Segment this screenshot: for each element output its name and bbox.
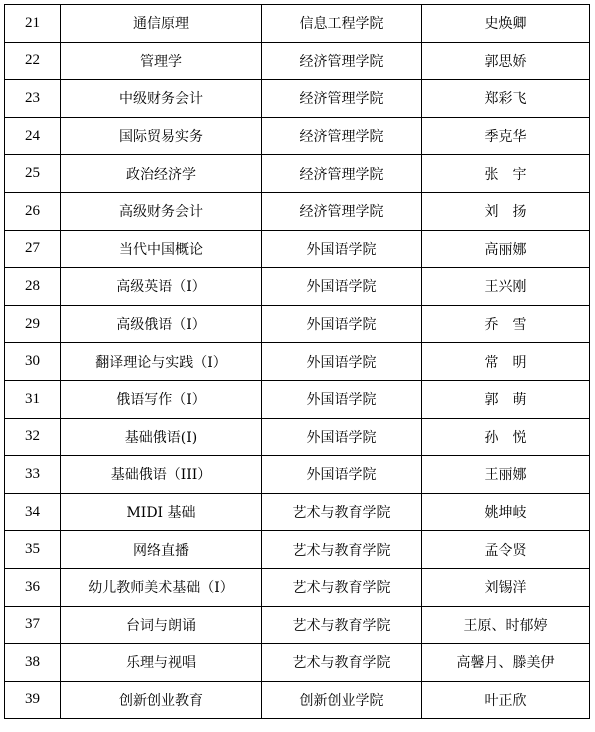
row-number: 29 [5,305,61,343]
teacher-name: 常 明 [422,343,590,381]
course-name: 翻译理论与实践（Ⅰ） [61,343,262,381]
course-name: 通信原理 [61,5,262,43]
college-name: 经济管理学院 [262,117,422,155]
college-name: 艺术与教育学院 [262,644,422,682]
college-name: 外国语学院 [262,380,422,418]
teacher-name: 史焕卿 [422,5,590,43]
course-name: 高级英语（I） [61,268,262,306]
college-name: 经济管理学院 [262,192,422,230]
table-row [5,681,590,719]
table-row [5,117,590,155]
teacher-name: 王兴刚 [422,268,590,306]
course-name: 国际贸易实务 [61,117,262,155]
college-name: 创新创业学院 [262,681,422,719]
row-number: 21 [5,5,61,43]
table-row [5,456,590,494]
course-name: MIDI 基础 [61,493,262,531]
table-row [5,230,590,268]
college-name: 艺术与教育学院 [262,493,422,531]
row-number: 32 [5,418,61,456]
row-number: 30 [5,343,61,381]
row-number: 36 [5,568,61,606]
teacher-name: 孟令贤 [422,531,590,569]
teacher-name: 张 宇 [422,155,590,193]
college-name: 艺术与教育学院 [262,606,422,644]
college-name: 外国语学院 [262,343,422,381]
college-name: 外国语学院 [262,268,422,306]
course-name: 基础俄语(I) [61,418,262,456]
table-row [5,644,590,682]
course-name: 创新创业教育 [61,681,262,719]
college-name: 外国语学院 [262,305,422,343]
table-row [5,155,590,193]
table-row [5,606,590,644]
college-name: 艺术与教育学院 [262,531,422,569]
teacher-name: 刘锡洋 [422,568,590,606]
row-number: 23 [5,80,61,118]
course-table-body [5,5,590,719]
college-name: 外国语学院 [262,418,422,456]
table-row [5,418,590,456]
row-number: 35 [5,531,61,569]
row-number: 37 [5,606,61,644]
course-name: 乐理与视唱 [61,644,262,682]
row-number: 38 [5,644,61,682]
row-number: 26 [5,192,61,230]
college-name: 外国语学院 [262,230,422,268]
table-row [5,5,590,43]
course-name: 高级财务会计 [61,192,262,230]
table-row [5,42,590,80]
teacher-name: 郭思娇 [422,42,590,80]
college-name: 信息工程学院 [262,5,422,43]
teacher-name: 高馨月、滕美伊 [422,644,590,682]
college-name: 经济管理学院 [262,80,422,118]
course-name: 管理学 [61,42,262,80]
college-name: 外国语学院 [262,456,422,494]
table-row [5,493,590,531]
table-row [5,192,590,230]
teacher-name: 孙 悦 [422,418,590,456]
row-number: 27 [5,230,61,268]
teacher-name: 郭 萌 [422,380,590,418]
teacher-name: 王丽娜 [422,456,590,494]
course-name: 中级财务会计 [61,80,262,118]
teacher-name: 郑彩飞 [422,80,590,118]
row-number: 31 [5,380,61,418]
course-name: 幼儿教师美术基础（Ⅰ） [61,568,262,606]
row-number: 22 [5,42,61,80]
teacher-name: 王原、时郁婷 [422,606,590,644]
row-number: 24 [5,117,61,155]
table-row [5,380,590,418]
table-row [5,531,590,569]
teacher-name: 季克华 [422,117,590,155]
course-name: 网络直播 [61,531,262,569]
row-number: 39 [5,681,61,719]
course-name: 俄语写作（I） [61,380,262,418]
college-name: 经济管理学院 [262,42,422,80]
row-number: 34 [5,493,61,531]
table-row [5,343,590,381]
table-row [5,568,590,606]
teacher-name: 姚坤岐 [422,493,590,531]
row-number: 33 [5,456,61,494]
course-name: 政治经济学 [61,155,262,193]
row-number: 28 [5,268,61,306]
table-row [5,268,590,306]
row-number: 25 [5,155,61,193]
course-name: 基础俄语（III） [61,456,262,494]
teacher-name: 乔 雪 [422,305,590,343]
course-name: 高级俄语（I） [61,305,262,343]
teacher-name: 刘 扬 [422,192,590,230]
teacher-name: 叶正欣 [422,681,590,719]
college-name: 经济管理学院 [262,155,422,193]
course-table [4,4,590,719]
table-row [5,305,590,343]
teacher-name: 高丽娜 [422,230,590,268]
college-name: 艺术与教育学院 [262,568,422,606]
course-name: 当代中国概论 [61,230,262,268]
table-row [5,80,590,118]
course-name: 台词与朗诵 [61,606,262,644]
